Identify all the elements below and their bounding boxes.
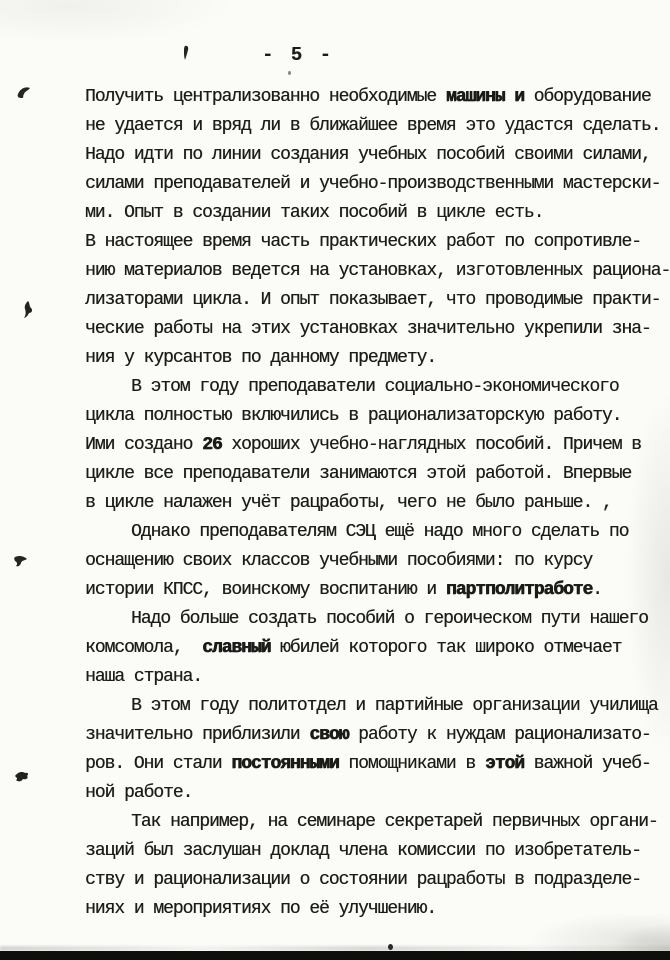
text-line: Однако преподавателям СЭЦ ещё надо много сделать по (131, 522, 629, 542)
text-line: ров. Они стали постоянными помощниками в этой важной учеб- (85, 754, 651, 774)
ink-tick-icon (181, 45, 191, 61)
text-line: ческие работы на этих установках значительно укрепили зна- (85, 319, 651, 339)
text-line: лизаторами цикла. И опыт показывает, что проводимые практи- (85, 290, 661, 310)
text-line: Надо больше создать пособий о героическом пути нашего (131, 609, 648, 629)
text-line: ния у курсантов по данному предмету. (85, 348, 437, 368)
text-line: значительно приблизили свою работу к нуждам рационализато- (85, 725, 651, 745)
text-line: В настоящее время часть практических работ по сопротивле- (85, 232, 641, 252)
scan-corner-shadow (610, 923, 670, 951)
text-line: наша страна. (85, 667, 203, 687)
document-body (85, 83, 670, 924)
text-line: ству и рационализации о состоянии рацработы в подразделе- (85, 870, 641, 890)
text-line: ниях и мероприятиях по её улучшению. (85, 899, 437, 919)
scan-edge-band (0, 951, 670, 960)
text-line: Надо идти по линии создания учебных пособий своими силами, (85, 145, 651, 165)
text-line: Получить централизованно необходимые машины и оборудование (85, 87, 651, 107)
page-number: - 5 - (261, 44, 334, 66)
text-line: ной работе. (85, 783, 193, 803)
text-line: заций был заслушан доклад члена комиссии по изобретатель- (85, 841, 641, 861)
margin-ink-mark-icon (12, 768, 32, 785)
text-line: В этом году преподаватели социально-экономического (131, 377, 619, 397)
text-line: оснащению своих классов учебными пособиями: по курсу (85, 551, 593, 571)
text-line: истории КПСС, воинскому воспитанию и партполитработе. (85, 580, 602, 600)
ink-speck-icon (288, 71, 291, 75)
text-line: Так например, на семинаре секретарей первичных органи- (131, 812, 658, 832)
text-line: В этом году политотдел и партийные организации училища (131, 696, 658, 716)
text-line: Ими создано 26 хороших учебно-наглядных пособий. Причем в (85, 435, 641, 455)
margin-ink-mark-icon (12, 553, 30, 571)
text-line: в цикле налажен учёт рацработы, чего не было раньше. , (85, 493, 612, 513)
text-line: силами преподавателей и учебно-производственными мастерски- (85, 174, 661, 194)
margin-ink-mark-icon (16, 85, 34, 100)
text-line: цикле все преподаватели занимаются этой работой. Впервые (85, 464, 632, 484)
text-line: цикла полностью включились в рационализаторскую работу. (85, 406, 622, 426)
text-line: не удается и вряд ли в ближайшее время это удастся сделать. (85, 116, 661, 136)
text-line: комсомола, славный юбилей которого так широко отмечает (85, 638, 622, 658)
margin-ink-mark-icon (20, 300, 36, 320)
text-line: ми. Опыт в создании таких пособий в цикле есть. (85, 203, 544, 223)
text-line: нию материалов ведется на установках, изготовленных рациона- (85, 261, 670, 281)
